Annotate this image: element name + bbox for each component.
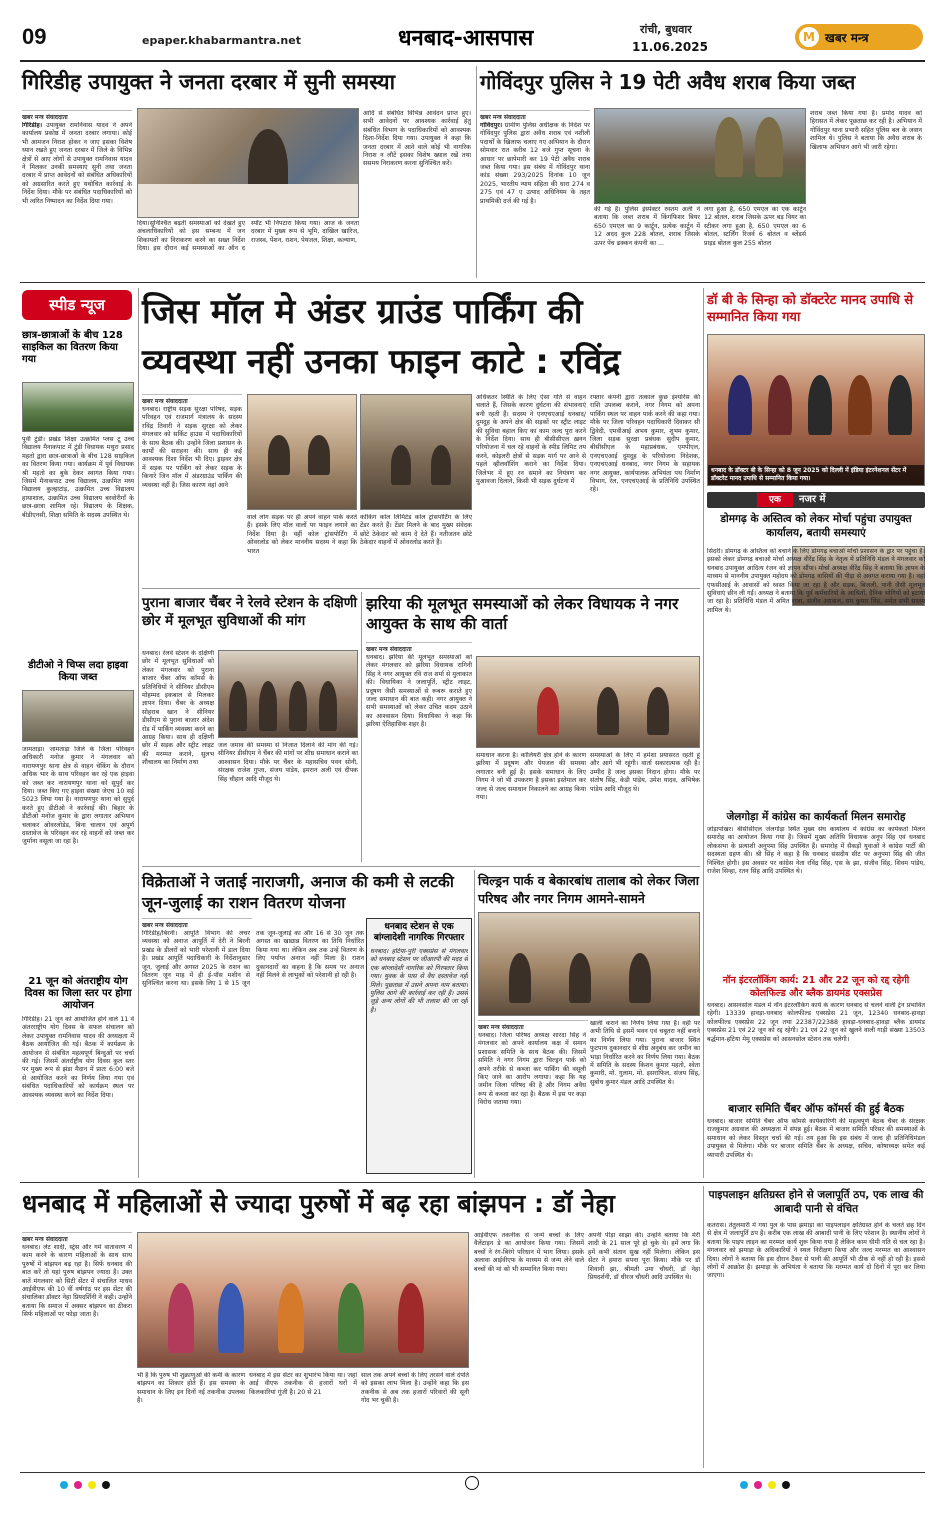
doctorate-caption: धनबाद के डॉक्टर बी के सिन्हा को 8 जून 2025 को दिल्ली में इंडिया इंटरनेशनल सेंटर में डॉक्टरेट मानद उपाधि से सम्मानित किया गया। (708, 465, 924, 485)
speed-item1-photo (22, 382, 134, 432)
photo-figure (268, 435, 290, 475)
giridih-byline: खबर मन्त्र संवाददाता (22, 110, 132, 121)
photo-figure (391, 445, 411, 485)
women-byline: खबर मन्त्र संवाददाता (22, 1232, 132, 1243)
ration-body-col1: गिरिडीह/बिरनी। आपूर्ति विभाग की लचर व्यवस्था को अनाज आपूर्ति में देरी ने बिरनी प्रखंड के डीलरों को भारी परेशानी में डाल दिया है। प्रखंड आपूर्ति पदाधिकारी के निर्देशानुसार जून, जुलाई और अगस्त 2025 के राशन का वितरण जून माह में ही ई-पॉस मशीन से सुनिश्चित करना था। इसके लिए 1 से 15 जून तक जून-जुलाई का और 16 से 30 जून तक अगस्त का खाद्यान्न वितरण का तिथि निर्धारित किया गया था। लेकिन अब तक उन्हें वितरण के लिए पर्याप्त अनाज नहीं मिला है। राशन दुकानदारों का कहना है कि समय पर अनाज नहीं मिलने से लाभुकों को परेशानी हो रही है। (142, 930, 364, 988)
speed-item2-headline: डीटीओ ने चिप्स लदा हाइवा किया जब्त (28, 660, 128, 683)
photo-figure (431, 445, 451, 485)
photo-figure (168, 1283, 194, 1353)
mall-headline-line1: जिस मॉल मे अंडर ग्राउंड पार्किंग की (142, 292, 583, 332)
giridih-photo (137, 108, 359, 218)
purana-bazar-headline: पुराना बाजार चैंबर ने रेलवे स्टेशन के दक्षिणी छोर में मूलभूत सुविधाओं की मांग (142, 595, 357, 629)
speed-item1-headline: छात्र-छात्राओं के बीच 128 साइकिल का वितरण किया गया (22, 330, 123, 365)
giridih-dateline: गिरिडीह। (22, 122, 43, 129)
speed-item1-body: पूर्वी टुंडी। प्रखंड शिक्षा उत्क्रमित प्लस टू उच्च विद्यालय मैनाकपाट में टुंडी विधायक मथुरा प्रसाद महतो द्वारा छात्र-छात्राओं के बीच 128 साइकिल का वितरण किया गया। कार्यक्रम में पूर्व विधायक श्री महतो का बुके देकर स्वागत किया गया। जिसमें मैनाकपाट उच्च विद्यालय, उत्क्रमित मध्य विद्यालय कुल्हाटांड़, उत्क्रमित उच्च विद्यालय हाथाशाल, उत्क्रमित उच्च विद्यालय बरवोरीगाँ के छात्र-छात्रा शामिल रहे। विद्यालय के शिक्षक, बीडीएनसी, शिक्षा समिति के सदस्य उपस्थित थे। (22, 436, 134, 519)
divider (361, 592, 362, 862)
govindpur-byline: खबर मन्त्र संवाददाता (480, 110, 590, 121)
giridih-body-text: उपायुक्त रामनिवास यादव ने अपने कार्यालय प्रकोष्ठ में जनता दरबार लगाया। कोई भी आमजन निराश होकर न जाए इसका विशेष ध्यान रखते हुए जनता दरबार में जिले के विभिन्न क्षेत्रों से आए लोगों से उपायुक्त रामनिवास यादव ने मिलकर उनकी समस्याएं सुनी तथा जनता दरबार में प्राप्त आवेदनों को संबंधित अधिकारियों को अग्रसारित करते हुए यथोचित कार्रवाई के निर्देश दिया। मौके पर संबंधित पदाधिकारियों को भी त्वरित निष्पादन का निर्देश दिया गया। (22, 122, 132, 205)
photo-figure (569, 953, 591, 1003)
divider (476, 66, 477, 278)
speed-item3-headline: 21 जून को अंतराष्ट्रीय योग दिवस का जिला स्तर पर होगा आयोजन (24, 976, 132, 1011)
divider (142, 588, 700, 589)
photo-figure (888, 375, 912, 435)
yellow-dot (768, 1481, 776, 1489)
magenta-dot (754, 1481, 762, 1489)
divider (703, 288, 704, 1178)
photo-figure (319, 681, 337, 731)
brand-logo-icon: M (799, 27, 819, 47)
govindpur-headline: गोविंदपुर पुलिस ने 19 पेटी अवैध शराब किया जब्त (480, 70, 856, 94)
masthead-rule (20, 60, 925, 62)
women-body-col4: साल तक अपने बच्चों के लिए तरसने वाले दंपति को इसका लाभ मिला है। उन्होंने कहा कि इस तकनीक से अब तक हजारों परिवारों की सूनी गोद भर चुकी है। (361, 1372, 469, 1405)
registration-crosshair-icon (465, 1476, 479, 1490)
mall-body-col3: कोकिंग कोल लिमिटेड कोल ट्रांसपोर्टिंग के लिए टेंडर करते हैं। टेंडर मिलने के बाद मुख्य संवेदक छोटे ठेकेदार को काम दे देते हैं। नतीजतन छोटे ठेकेदार वाहनों में ओवरलोड करते हैं। (360, 514, 472, 547)
speed-item2-body: जामताड़ा। जामताड़ा जिले के जिला परिवहन अधिकारी मनोज कुमार ने मंगलवार को नारायणपुर थाना क्षेत्र से वाहन चेकिंग के दौरान अधिक भार के साथ परिवहन कर रहे एक हाइवा को जब्त कर नारायणपुर थाना को सुपुर्द कर दिया। जब्त किए गए हाइवा संख्या जेएच 10 सई 5023 लिया गया है। नारायणपुर थाना को सुपुर्द करते हुए डीटीओ ने कार्रवाई की। बिहार के डीटीओ मनोज कुमार के द्वारा लगातार अभियान चलाकर ओवरलोडेड, बिना चालान एवं अपूर्ण दस्तावेज के परिवहन कर रहे वाहनों को जब्त कर जुर्माना वसूला जा रहा है। (22, 746, 134, 846)
magenta-dot (74, 1481, 82, 1489)
photo-figure (597, 687, 619, 735)
photo-figure (629, 953, 651, 1003)
ration-headline: विक्रेताओं ने जताई नाराजगी, अनाज की कमी से लटकी जून-जुलाई का राशन वितरण योजना (142, 873, 454, 912)
chamber-headline: बाजार समिति चैंबर ऑफ कॉमर्स की हुई बैठक (728, 1103, 904, 1115)
ration-sidebox-headline: धनबाद स्टेशन से एक बांग्लादेशी नागरिक गिरफ्तार (373, 922, 465, 943)
jharia-body-col2: समाधान करना है। कोलियरी क्षेत्र होने के कारण झरिया में प्रदूषण और पेयजल की समस्या लगातार बनी हुई है। इसके समाधान के लिए निगम ने जो भी उपकरण है इसका इस्तेमाल कर जल्द से जल्द समाधान निकालने का आग्रह किया गया। (476, 752, 586, 802)
giridih-body (22, 122, 132, 277)
women-body-col1: धनबाद। लेट शादी, स्ट्रेस और गर्म वातावरण में काम करने के कारण महिलाओं के साथ साथ पुरुषों में बांझपन बढ़ रहा है। सिर्फ धनबाद की बात करें तो यहां पुरुष बांझपन ज्यादा है। उक्त बातें मंगलवार को सिटी सेंटर में संचालित माधव आईवीएफ की 10 वीं वर्षगांठ पर इस सेंटर की संचालिका डॉक्टर नेहा प्रियदर्शिनी ने कही। उन्होंने बताया कि समाज में अक्सर बांझपन का ठीकरा सिर्फ महिलाओं पर फोड़ा जाता है। (22, 1244, 132, 1319)
govindpur-photo (594, 108, 806, 204)
children-park-photo (478, 912, 700, 1016)
black-dot (102, 1481, 110, 1489)
mall-byline: खबर मन्त्र संवाददाता (142, 394, 242, 405)
govindpur-dateline: गोविंदपुर। (480, 122, 503, 129)
doctorate-headline: डॉ बी के सिन्हा को डॉक्टरेट मानद उपाधि से सम्मानित किया गया (707, 293, 914, 325)
registration-marks-left (60, 1478, 240, 1492)
govindpur-body-col3: लगा हुआ है, 650 एमएल का एक कार्टून 12 बोतल, शराब जिसके ऊपर बड़ वियर का स्टीकर लगा हुआ है, 650 एमएल का 6 बोतल, स्टर्लिंग रिजर्व 6 बोतल व ब्लेंडर्स प्राइड बोतल कुल 255 बोतल (704, 206, 806, 247)
speed-item3-body: गिरिडीह। 21 जून को आयोजित होने वाले 11 वें अंतरराष्ट्रीय योग दिवस के सफल संचालन को लेकर उपायुक्त रामनिवास यादव की अध्यक्षता में बैठक आयोजित की गई। बैठक में कार्यक्रम के आयोजन से संबंधित महत्वपूर्ण बिन्दुओं पर चर्चा की गई। जिसमें अंतर्राष्ट्रीय योग दिवस कुल स्तर पर मुख्य रूप से झंडा मैदान में प्रातः 6:00 बजे से आयोजित करने का निर्णय लिया गया एवं संबंधित पदाधिकारियों को कार्यक्रम स्थल पर आवश्यक व्यवस्था करने का निर्देश दिया। (22, 1016, 134, 1099)
photo-figure (715, 117, 743, 177)
mall-photo-2 (360, 394, 472, 510)
speed-item2-photo (22, 690, 134, 742)
mall-body-col4: अधिकतर स्थिति के लिए ऐसा गति से वाहन चलाते हैं, जिसके कारण दुर्घटना की संभावनाएं बनी रहती हैं। सदस्य ने एनएचएआई धनबाद/दुमदुह के अपने क्षेत्र की सड़कों पर स्ट्रीट लाइट की सुविधा बहाल किए का काम जल्द पूरा करने के निर्देश दिया। साथ ही बीसीसीएल ख़नन परियोजना में चल रहे वाहनों के स्पीड लिमिट तय करने, कोइलरी क्षेत्रों से सड़क मार्ग पर आने से पहले व्हीलवॉशिंग कराने का निर्देश दिया। जिलेभर में हुए रन समाने का नियंत्रण कर मुआवजा दिलाने, किसी भी सड़क दुर्घटना में (476, 394, 586, 486)
train-body: धनबाद। आसनसोल मंडल में नॉन इंटरलॉकिंग कार्य के कारण धनबाद से चलने वाली ट्रेन प्रभावित रहेगी। 13339 हावड़ा-धनबाद कोलफील्ड एक्सप्रेस 21 जून, 12340 धनबाद-हावड़ा कोलफील्ड एक्सप्रेस 22 जून तथा 22387/22388 हावड़ा-धनबाद-हावड़ा ब्लैक डायमंड एक्सप्रेस 21 एवं 22 जून को रद्द रहेगी। 21 एवं 22 जून को खुलने वाली गाड़ी संख्या 13503 बर्द्धमान-हटिया मेमू एक्सप्रेस को आसनसोल स्टेशन तक चलेगी। (707, 1002, 925, 1043)
photo-figure (768, 375, 792, 435)
brand-logo (795, 24, 923, 50)
govindpur-body-col2: की गई है। पुलिस इंस्पेक्टर रुस्तम अली ने बताया कि जब्त शराब में किंगफिशर बियर 650 एमएल का 9 कार्टून, प्रत्येक कार्टून में 12 अदद कुल 228 बोतल, शराब जिसके ऊपर पेंच ढक्कन कंपनी का ... (594, 206, 700, 247)
photo-figure (259, 681, 277, 731)
section-title: धनबाद-आसपास (398, 26, 534, 51)
congress-headline: जेलगोड़ा में कांग्रेस का कार्यकर्ता मिलन समारोह (726, 811, 906, 823)
mall-photo-1 (247, 394, 357, 510)
mall-headline-line2: व्यवस्था नहीं उनका फाइन काटे : रविंद्र (142, 342, 621, 382)
issue-date: 11.06.2025 (632, 40, 708, 54)
photo-figure (509, 953, 531, 1003)
photo-figure (229, 681, 247, 731)
photo-figure (647, 687, 669, 735)
photo-desk (138, 184, 359, 218)
domgarh-body: सिंदरी। डोमगढ़ के अस्तित्व को बचाने के लिए डोमगढ़ बचाओ मोर्चा प्रशासन के द्वार पर पहुंचा है। इसको लेकर डोमगढ़ बचाओ मोर्चा अध्यक्ष वीरेंद्र सिंह के नेतृत्व में प्रतिनिधि मंडल ने मंगलवार को धनबाद उपायुक्त आदित्य रंजन को ज्ञापन सौंपा। मोर्चा अध्यक्ष वीरेंद्र सिंह ने बताया कि ज्ञापन के माध्यम से माननीय उपायुक्त महोदय को डोमगढ़ वासियों की पीड़ा से अवगत कराया गया है। वहां एफसीआई के आवासों को ध्वस्त किया जा रहा है और सड़क, बिजली, पानी जैसी मूलभूत सुविधाएं छीन ली गईं। अध्यक्ष ने बताया कि पूर्व कर्मचारियों के आश्रितों, दैनिक भोगियों को हटाया जा रहा है। प्रतिनिधि मंडल में अमित राजा, संजीव अग्रवाल, राम कुमार सिंह, समेत सभी सदस्य शामिल थे। (707, 548, 925, 614)
giridih-body-col3: आदि से संबंधित विभिन्न आवेदन प्राप्त हुए। सभी आवेदनों पर आवश्यक कार्रवाई हेतु संबंधित विभाग के पदाधिकारियों को आवश्यक दिशा-निर्देश दिया गया। उपायुक्त ने कहा कि जनता दरबार में आने वाले कोई भी नागरिक निराश न लौटें इसका विशेष ख्याल रखें तथा ससमय निराकरण करना सुनिश्चित करें। (363, 110, 471, 168)
black-dot (782, 1481, 790, 1489)
jharia-headline: झरिया की मूलभूत समस्याओं को लेकर विधायक ने नगर आयुक्त के साथ की वार्ता (366, 595, 679, 633)
purana-bazar-body-col2: जल जमाव की समस्या से निजात दिलाने की मांग की गई। सीनियर डीसीएम ने चैंबर की मांगों पर शीघ्र समाधान कराने का आश्वासन दिया। मौके पर चैंबर के महासचिव पवन सोनी, संरक्षक राजेश गुप्ता, संजय पांडेय, इमरान अली एवं दीपक सिंह चौहान आदि मौजूद थे। (218, 742, 358, 783)
giridih-headline: गिरिडीह उपायुक्त ने जनता दरबार में सुनी समस्या (22, 70, 396, 94)
registration-marks-right (740, 1478, 920, 1492)
mall-body-col2: वाले लोग सड़क पर ही अपने वाहन पार्क करते हैं। इसके लिए मॉल वालों पर फाइन लगाने का निर्देश दिया है। वहीं कोल ट्रांसपोर्टिंग में ओवरलोड को लेकर माननीय सदस्य ने कहा कि भारत (247, 514, 357, 555)
photo-figure (308, 435, 330, 475)
women-photo (137, 1232, 469, 1368)
photo-figure (338, 1283, 364, 1353)
speed-news-badge: स्पीड न्यूज (22, 290, 132, 320)
photo-figure (808, 375, 832, 435)
photo-figure (398, 1283, 424, 1353)
cyan-dot (60, 1481, 68, 1489)
women-body-col3: धनबाद में इस सेंटर का शुभारंभ किया था। जहां आई वीएफ तकनीक से हजारों घरों में किलकारियां गूंजी है। 20 से 21 (249, 1372, 357, 1396)
govindpur-body-col4: शराब जब्त किया गया है। प्रमोद यादव को हिरासत में लेकर पूछताछ कर रही है। अभियान में गोविंदपुर थाना प्रभारी सहित पुलिस बल के जवान शामिल थे। पुलिस ने बताया कि अवैध शराब के खिलाफ अभियान आगे भी जारी रहेगा। (810, 110, 922, 151)
children-park-byline: खबर मन्त्र संवाददाता (478, 1020, 588, 1031)
ek-nazar-tag2: नजर में (799, 494, 826, 505)
divider (20, 282, 925, 283)
mall-body-col5: रफ्तार कंपनी द्वारा तत्काल कुछ इंश्योरेंस की राशि उपलब्ध कराने, नगर निगम को अपना पार्किंग स्थल पर वाहन पार्क करने की कहा गया। मौके पर जिला परिवहन पदाधिकारी दिवाकर सी द्विवेदी, एमवीआई अभय कुमार, शुभम कुमार, जिला सड़क सुरक्षा प्रबंधक सुदीप कुमार, बीसीसीएल के महाप्रबंधक, एमपीएल, एनएचएआई दुमदुह के परियोजना निदेशक, एनएचएआई धनबाद, नगर निगम के सहायक नगर आयुक्त, कार्यपालक अभियंता पथ निर्माण विभाग, रेल, एनएचएआई के प्रतिनिधि उपस्थित रहे। (590, 394, 700, 494)
divider (142, 866, 700, 867)
photo-figure (848, 375, 872, 435)
divider (703, 1186, 704, 1468)
photo-figure (755, 117, 783, 177)
cyan-dot (740, 1481, 748, 1489)
divider (138, 288, 139, 1178)
jharia-byline: खबर मन्त्र संवाददाता (366, 642, 472, 653)
mall-body-col1: धनबाद। राष्ट्रीय सड़क सुरक्षा परिषद, सड़क परिवहन एवं राजमार्ग मंत्रालय के सदस्य रविंद्र तिवारी ने सड़क सुरक्षा को लेकर मंगलवार को सर्किट हाउस में पदाधिकारियों के साथ बैठक की। उन्होंने जिला प्रशासन के कार्यों की सराहना की। साथ ही कई आवश्यक दिशा निर्देश भी दिए। ड्राइवर क्षेत्र में सड़क पर पार्किंग को लेकर सड़क के किनारे जिन मॉल में अंडरग्राउंड पार्किंग की व्यवस्था नहीं है। जिस कारण वहां आने (142, 406, 242, 489)
women-body-col2: भी है कि पुरुष भी शुक्राणुओं की कमी के कारण बांझपन का शिकार होते हैं। इस समस्या के समाधान के लिए इन दिनों नई तकनीक उपलब्ध है। (137, 1372, 245, 1405)
yellow-dot (88, 1481, 96, 1489)
giridih-body-col2: दिया।सुनिश्चित बढ़ती समस्याओं को देखते हुए अंचलाधिकारियों को इस सम्बन्ध में जन शिकायतों का निराकरण करने का सख्त निर्देश दिया। इस दौरान कई समस्याओं का ऑन द स्पॉट भी निपटारा किया गया। आज के जनता दरबार में मुख्य रूप से भूमि, दाखिल खारिज, राजस्व, पेंशन, राशन, पेयजल, शिक्षा, कल्याण, (137, 220, 359, 253)
brand-name: खबर मन्त्र (825, 31, 869, 45)
ration-sidebox (366, 918, 472, 1174)
photo-figure (728, 375, 752, 435)
ration-sidebox-body: धनबाद। हटिया-पुरी एक्सप्रेस से मंगलवार को धनबाद स्टेशन पर जीआरपी की मदद से एक बांग्लादेशी नागरिक को गिरफ्तार किया गया। युवक के पास से वैध दस्तावेज नहीं मिले। पूछताछ में उसने अपना नाम बताया। पुलिस आगे की कार्रवाई कर रही है। उससे जुड़े अन्य लोगों की भी तलाश की जा रही है। (370, 948, 468, 1014)
ration-byline: खबर मन्त्र संवाददाता (142, 918, 252, 929)
site-url[interactable]: epaper.khabarmantra.net (142, 34, 301, 47)
footer-rule (20, 1472, 925, 1473)
pipeline-headline: पाइपलाइन क्षतिग्रस्त होने से जलापूर्ति ठप, एक लाख की आबादी पानी से वंचित (708, 1189, 924, 1215)
photo-figure (218, 1283, 244, 1353)
children-park-body-col2: खाली कराने का निर्णय लिया गया है। वहीं पर अभी तिथि से इसमें भवन एवं चबूतरा नहीं बनाने का निर्णय लिया गया। पुराना बाजार स्थित फुटपाथ दुकानदार से शीघ्र अनुबंध कर जमीन का भाड़ा निर्धारित करने का निर्णय लिया गया। बैठक में समिति के सदस्य किशन कुमार महतो, श्वेता कुमारी, मो. गुलाम, मो. इसराफिल, संजय सिंह, सुबोध कुमार मंडल आदि उपस्थित थे। (590, 1020, 700, 1086)
dateline-city: रांची, बुधवार (640, 23, 692, 36)
jharia-body-col3: समस्याओं के लिए में हमेशा प्रयासरत रहती हूं और आगे भी रहूंगी। वार्ता सकारात्मक रही है। उम्मीद है जल्द इसका निदान होगा। मौके पर संतोष सिंह, केडी पांडेय, उमेश यादव, अभिषेक पांडेय आदि मौजूद थे। (590, 752, 700, 793)
govindpur-body-text: ग्रामीण पुलिस अधीक्षक के निर्देश पर गोविंदपुर पुलिस द्वारा अवैध शराब एवं नशीली पदार्थों के खिलाफ चलाए गए अभियान के दौरान सोमवार रात करीब 12 बजे गुप्त सूचना के आधार पर छापेमारी कर 19 पेटी अवैध शराब जब्त किया गया। इस संबंध में गोविंदपुर थाना कांड संख्या 293/2025 दिनांक 10 जून 2025, भारतीय न्याय संहिता की धारा 274 व 275 एवं 47 ए उत्पाद अधिनियम के तहत प्राथमिकी दर्ज की गई है। (480, 122, 590, 205)
train-headline: नॉन इंटरलॉकिंग कार्य: 21 और 22 जून को रद्द रहेगी कोलफिल्ड और ब्लैक डायमंड एक्सप्रेस (722, 975, 910, 999)
masthead (0, 0, 945, 60)
govindpur-body (480, 122, 590, 277)
women-body-col6: अपनी पीड़ा साझा की। उन्होंने बताया कि मेरी शादी के 21 साल पूरे हो चुके थे। हमें लगा कि हमें कभी संतान सुख नहीं मिलेगा। लेकिन इस सेंटर ने हमारा सपना पूरा किया। मौके पर डॉ शिवानी झा, श्रीमती उमा चौधरी, डॉ नेहा प्रियदर्शनी, डॉ धीरज चौधरी आदि उपस्थित थे। (588, 1232, 700, 1282)
children-park-headline: चिल्ड्रन पार्क व बेकारबांध तालाब को लेकर जिला परिषद और नगर निगम आमने-सामने (478, 873, 700, 906)
congress-body: जोड़ापोखर। बीसीसीएल जेलगोड़ा स्थित मुख्य संघ कार्यालय में कांग्रेस का कार्यकर्ता मिलन समारोह का आयोजन किया गया है। जिसमें मुख्य अतिथि विधायक अनूप सिंह एवं धनबाद लोकसभा के प्रत्याशी अनुपमा सिंह उपस्थित हैं। समारोह में सैकड़ों युवाओं ने कांग्रेस पार्टी की सदस्यता ग्रहण की। श्री सिंह ने कहा है कि धनबाद संसदीय सीट पर अनुपमा सिंह की जीत निश्चित होगी। इस अवसर पर कांग्रेस नेता रविंद्र सिंह, एस के झा, संजीव सिंह, शिवम पांडेय, राजेश सिन्हा, रतन सिंह आदि उपस्थित थे। (707, 826, 925, 876)
women-body-col5: आईवीएफ तकनीक से जन्मे बच्चों के लिए वैलेंटाइन डे का आयोजन किया गया। जिसमें बच्चों ने रंग-बिरंगे परिधान में भाग लिया। इसके अलावा आईवीएफ के माध्यम से जन्म लेने वाले बच्चों की मां को भी सम्मानित किया गया। (474, 1232, 584, 1273)
jharia-photo (476, 656, 700, 748)
jharia-body-col1: धनबाद। झरिया की मूलभूत समस्याओं को लेकर मंगलवार को झरिया विधायक रागिनी सिंह ने नगर आयुक्त रवि राज शर्मा से मुलाकात की। विधायिका ने जलापूर्ति, स्ट्रीट लाइट, प्रदूषण जैसी समस्याओं से रूबरू कराते हुए जल्द समाधान की बात कही। नगर आयुक्त ने सभी समस्याओं को लेकर उचित कदम उठाने का आश्वासन दिया। विधायिका ने कहा कि झरिया ऐतिहासिक शहर है। (366, 654, 472, 729)
photo-figure (537, 687, 559, 735)
ek-nazar-banner (707, 492, 925, 508)
purana-bazar-photo (218, 650, 358, 738)
divider (474, 870, 475, 1178)
domgarh-headline: डोमगढ़ के अस्तित्व को लेकर मोर्चा पहुंचा उपायुक्त कार्यालय, बतायी समस्याएं (720, 513, 912, 539)
divider (20, 1182, 925, 1183)
children-park-body-col1: धनबाद। जिला परिषद अध्यक्ष शारदा सिंह ने मंगलवार को अपने कार्यालय कक्ष में समान प्रशासक समिति के साथ बैठक की। जिसमें समिति ने नगर निगम द्वारा चिल्ड्रन पार्क को अपने तरीके से कब्जा कर पार्किंग की वसूली किए जाने का आरोप लगाया। कहा कि यह जमीन जिला परिषद की है और निगम अवैध रूप से कब्जा कर रहा है। बैठक में इस पर कड़ा विरोध जताया गया। (478, 1032, 586, 1107)
doctorate-photo (707, 334, 925, 486)
ek-nazar-tag1: एक (757, 493, 793, 507)
women-headline: धनबाद में महिलाओं से ज्यादा पुरुषों में बढ़ रहा बांझपन : डॉ नेहा (22, 1189, 615, 1218)
pipeline-body: कतरास। तेतुलमारी में गया पुल के पास झमाड़ा का पाइपलाइन क्षतिग्रस्त होने के चलते छह दिन से क्षेत्र में जलापूर्ति ठप है। करीब एक लाख की आबादी पानी के लिए परेशान है। स्थानीय लोगों ने बताया कि पाइप लाइन का मरम्मत कार्य शुरू किया गया है लेकिन काम धीमी गति से चल रहा है। मंगलवार को झमाड़ा के अधिकारियों ने स्थल निरीक्षण किया और जल्द मरम्मत का आश्वासन दिया। लोगों ने बताया कि इस दौरान टैंकर से पानी की आपूर्ति भी ठीक से नहीं हो रही है। इससे लोगों में आक्रोश है। झमाड़ा के अभियंता ने बताया कि मरम्मत कार्य दो दिनों में पूरा कर लिया जाएगा। (707, 1222, 925, 1280)
photo-figure (289, 681, 307, 731)
chamber-body: धनबाद। बाजार समिति चैंबर ऑफ कॉमर्स कार्यकारिणी की महत्वपूर्ण बैठक चैंबर के संरक्षक राजकुमार अग्रवाल की अध्यक्षता में संपन्न हुई। बैठक में बाजार समिति परिसर की समस्याओं के समाधान को लेकर विस्तृत चर्चा की गई। तय हुआ कि इस संबंध में जल्द ही प्रतिनिधिमंडल उपायुक्त से मिलेगा। मौके पर बाजार समिति चैंबर के अध्यक्ष, सचिव, कोषाध्यक्ष समेत कई व्यापारी उपस्थित थे। (707, 1118, 925, 1159)
purana-bazar-body-col1: धनबाद। रेलवे स्टेशन के दक्षिणी छोर में मूलभूत सुविधाओं को लेकर मंगलवार को पुराना बाजार चैंबर ऑफ कॉमर्स के प्रतिनिधियों ने सीनियर डीसीएम मोहम्मद इकबाल से मिलकर ज्ञापन दिया। चैंबर के अध्यक्ष सोहराब खान ने सीनियर डीसीएम से पुराना बाजार अंदेश रोड में पार्किंग व्यवस्था करने का आग्रह किया। साथ ही दक्षिणी छोर में सड़क और स्ट्रीट लाइट की मरम्मत कराने, सुलभ शौचालय का निर्माण तथा (142, 650, 214, 767)
page-number: 09 (22, 24, 47, 49)
photo-figure (278, 1283, 304, 1353)
